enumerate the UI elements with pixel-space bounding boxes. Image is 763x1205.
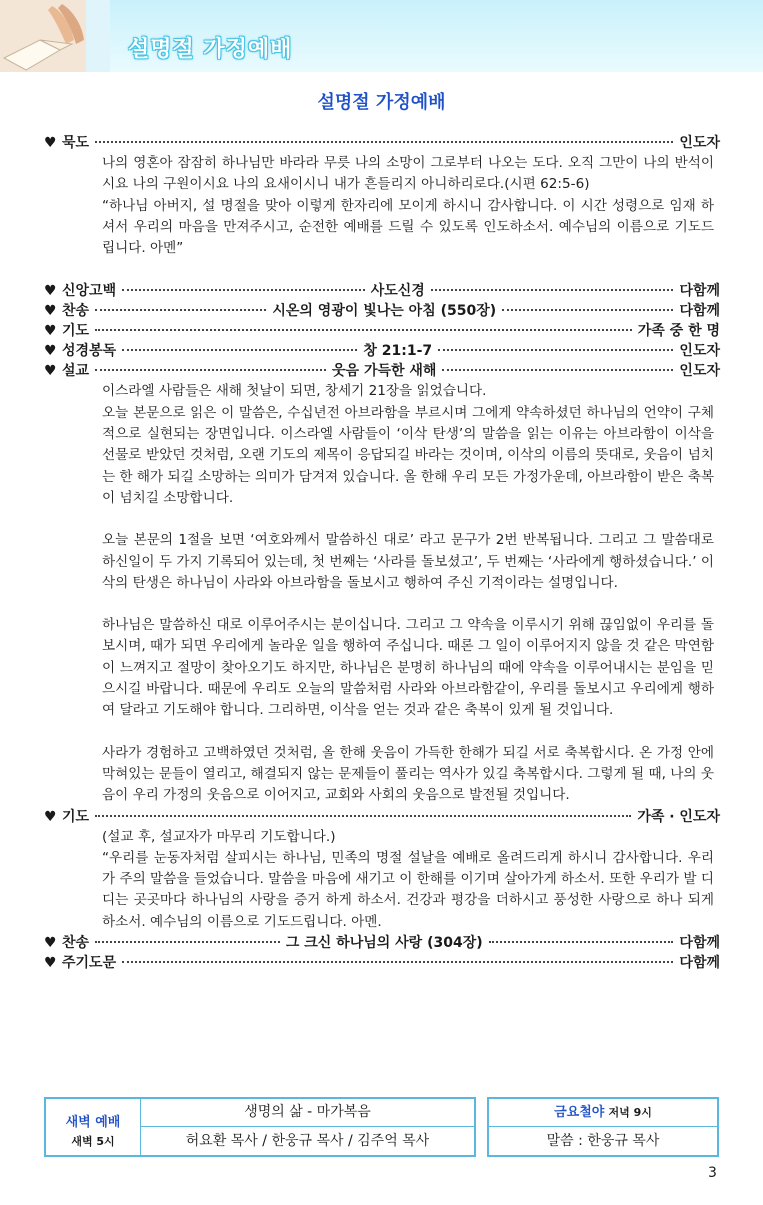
order-item-leader: 인도자	[679, 343, 720, 360]
order-item-content: 사도신경	[370, 283, 425, 300]
order-item-name: 성경봉독	[62, 343, 117, 360]
order-item-name: 찬송	[62, 935, 90, 952]
sermon-paragraph: 오늘 본문의 1절을 보면 ‘여호와께서 말씀하신 대로’ 라고 문구가 2번 반복됩니다. 그리고 그 말씀대로 하신일이 두 가지 기록되어 있는데, 첫 번째는 ‘사라를 돌보셨고’, 두 번째는 ‘사라에게 행하셨습니다.’ 이삭의 탄생은 하나님이 사라와 아브라함을 돌보시고 행하여 주신 기적이라는 설명입니다.	[102, 532, 714, 591]
order-item-leader: 가족 중 한 명	[637, 323, 720, 340]
order-item-leader: 인도자	[679, 363, 720, 380]
document-title: 설명절 가정예배	[317, 92, 446, 113]
order-row-scripture	[44, 341, 720, 361]
sermon-paragraph: 오늘 본문으로 읽은 이 말씀은, 수십년전 아브라함을 부르시며 그에게 약속하셨던 하나님의 언약이 구체적으로 실현되는 장면입니다. 이스라엘 사람들이 ‘이삭 탄생’의 말씀을 읽는 이유는 아브라함이 이삭을 선물로 받았던 것처럼, 오랜 기도의 제목이 응답되길 바라는 것이며, 이삭의 이름의 뜻대로, 웃음이 넘치는 한 해가 되길 소망하는 의미가 담겨져 있습니다. 올 한해 우리 모든 가정가운데, 아브라함이 받은 축복이 넘치길 소망합니다.	[102, 404, 714, 506]
dawn-worship-label	[46, 1099, 141, 1155]
heart-icon: ♥	[44, 343, 57, 360]
friday-vigil-time: 저녁 9시	[608, 1106, 652, 1119]
order-item-leader: 다함께	[679, 303, 721, 320]
friday-vigil-title: 금요철야	[554, 1105, 605, 1120]
friday-vigil-preacher: 말씀 : 한웅규 목사	[546, 1133, 660, 1149]
header-title: 설명절 가정예배	[128, 37, 293, 62]
heart-icon: ♥	[44, 283, 57, 300]
leader-dots	[502, 309, 673, 311]
leader-dots	[442, 369, 673, 371]
order-item-content: 웃음 가득한 새해	[332, 363, 437, 380]
order-item-name: 설교	[62, 363, 90, 380]
dawn-worship-pastors: 허요환 목사 / 한웅규 목사 / 김주억 목사	[185, 1133, 430, 1149]
sermon-paragraph: 이스라엘 사람들은 새해 첫날이 되면, 창세기 21장을 읽었습니다.	[102, 383, 487, 400]
friday-vigil-box	[487, 1097, 719, 1157]
order-item-content: 창 21:1-7	[363, 343, 433, 360]
leader-dots	[95, 815, 631, 817]
prayer-note: (설교 후, 설교자가 마무리 기도합니다.)	[102, 828, 336, 845]
order-item-name: 묵도	[62, 135, 90, 151]
order-item-name: 찬송	[62, 303, 90, 320]
mukdo-scripture: 나의 영혼아 잠잠히 하나님만 바라라 무릇 나의 소망이 그로부터 나오는 도다. 오직 그만이 나의 반석이시요 나의 구원이시요 나의 요새이시니 내가 흔들리지 아니하리로다.(시편 62:5-6)	[102, 155, 714, 193]
order-item-leader: 인도자	[679, 135, 720, 151]
closing-prayer: “우리를 눈동자처럼 살피시는 하나님, 민족의 명절 설날을 예배로 올려드리게 하시니 감사합니다. 우리가 주의 말씀을 들었습니다. 말씀을 마음에 새기고 이 한해를 이기며 살아가게 하소서. 또한 우리가 발 디디는 곳곳마다 하나님의 사랑을 증거 하게 하소서. 건강과 평강을 더하시고 풍성한 사랑으로 하나 되게 하소서. 예수님의 이름으로 기도드립니다. 아멘.	[102, 849, 714, 930]
heart-icon: ♥	[44, 935, 57, 952]
order-item-leader: 다함께	[679, 283, 721, 300]
page-number: 3	[708, 1165, 717, 1181]
heart-icon: ♥	[44, 955, 57, 972]
order-item-name: 신앙고백	[62, 283, 117, 300]
order-item-leader: 가족 · 인도자	[637, 808, 720, 825]
order-item-name: 기도	[62, 808, 90, 825]
order-row-prayer2	[44, 807, 720, 827]
order-item-name: 기도	[62, 323, 90, 340]
sermon-paragraph: 하나님은 말씀하신 대로 이루어주시는 분이십니다. 그리고 그 약속을 이루시기 위해 끊임없이 우리를 돌보시며, 때가 되면 우리에게 놀라운 일을 행하여 주십니다. 때론 그 일이 이루어지지 않을 것 같은 막연함이 느껴지고 절망이 찾아오기도 하지만, 하나님은 분명히 하나님의 때에 약속을 이루어내시는 분임을 믿으시길 바랍니다. 때문에 우리도 오늘의 말씀처럼 사라와 아브라함같이, 우리를 돌보시고 우리에게 행하여 달라고 기도해야 합니다. 그리하면, 이삭을 얻는 것과 같은 축복이 있게 될 것입니다.	[102, 617, 714, 719]
mukdo-prayer: “하나님 아버지, 설 명절을 맞아 이렇게 한자리에 모이게 하시니 감사합니다. 이 시간 성령으로 임재 하셔서 우리의 마음을 만져주시고, 순전한 예배를 드릴 수 있도록 인도하소서. 예수님의 이름으로 기도드립니다. 아멘”	[102, 197, 714, 257]
leader-dots	[489, 941, 674, 943]
heart-icon: ♥	[44, 303, 57, 320]
sermon-paragraph: 사라가 경험하고 고백하였던 것처럼, 올 한해 웃음이 가득한 한해가 되길 서로 축복합시다. 온 가정 안에 막혀있는 문들이 열리고, 해결되지 않는 문제들이 풀리는 역사가 있길 축복합시다. 그렇게 될 때, 나의 웃음이 우리 가정의 웃음으로 이어지고, 교회와 사회의 웃음으로 발전될 것입니다.	[102, 744, 714, 804]
leader-dots	[438, 349, 673, 351]
heart-icon: ♥	[44, 135, 57, 151]
worship-order	[44, 133, 720, 973]
heart-icon: ♥	[44, 323, 57, 340]
order-item-content: 그 크신 하나님의 사랑 (304장)	[285, 935, 483, 952]
heart-icon: ♥	[44, 808, 57, 825]
page-header	[0, 0, 763, 72]
dawn-worship-title: 새벽 예배	[65, 1115, 121, 1130]
order-row-lords-prayer	[44, 953, 720, 973]
dawn-worship-box	[44, 1097, 476, 1157]
dawn-worship-series: 생명의 삶 - 마가복음	[141, 1099, 474, 1127]
order-row-sermon	[44, 361, 720, 381]
order-row-prayer1	[44, 321, 720, 341]
leader-dots	[95, 309, 266, 311]
leader-dots	[95, 329, 632, 331]
order-row-mukdo	[44, 133, 720, 153]
leader-dots	[95, 141, 673, 143]
order-item-leader: 다함께	[679, 935, 720, 952]
order-row-hymn1	[44, 301, 720, 321]
leader-dots	[431, 289, 674, 291]
friday-vigil-header	[489, 1099, 717, 1127]
order-row-creed	[44, 281, 720, 301]
leader-dots	[122, 349, 357, 351]
order-item-content: 시온의 영광이 빛나는 아침 (550장)	[272, 303, 497, 320]
dawn-worship-time: 새벽 5시	[71, 1135, 115, 1148]
leader-dots	[122, 961, 673, 963]
order-item-name: 주기도문	[62, 955, 117, 972]
praying-hands-bible-icon	[0, 0, 110, 72]
leader-dots	[122, 289, 365, 291]
dawn-worship-details	[141, 1099, 474, 1155]
leader-dots	[95, 369, 326, 371]
leader-dots	[95, 941, 280, 943]
order-item-leader: 다함께	[679, 955, 720, 972]
order-row-hymn2	[44, 933, 720, 953]
heart-icon: ♥	[44, 363, 57, 380]
